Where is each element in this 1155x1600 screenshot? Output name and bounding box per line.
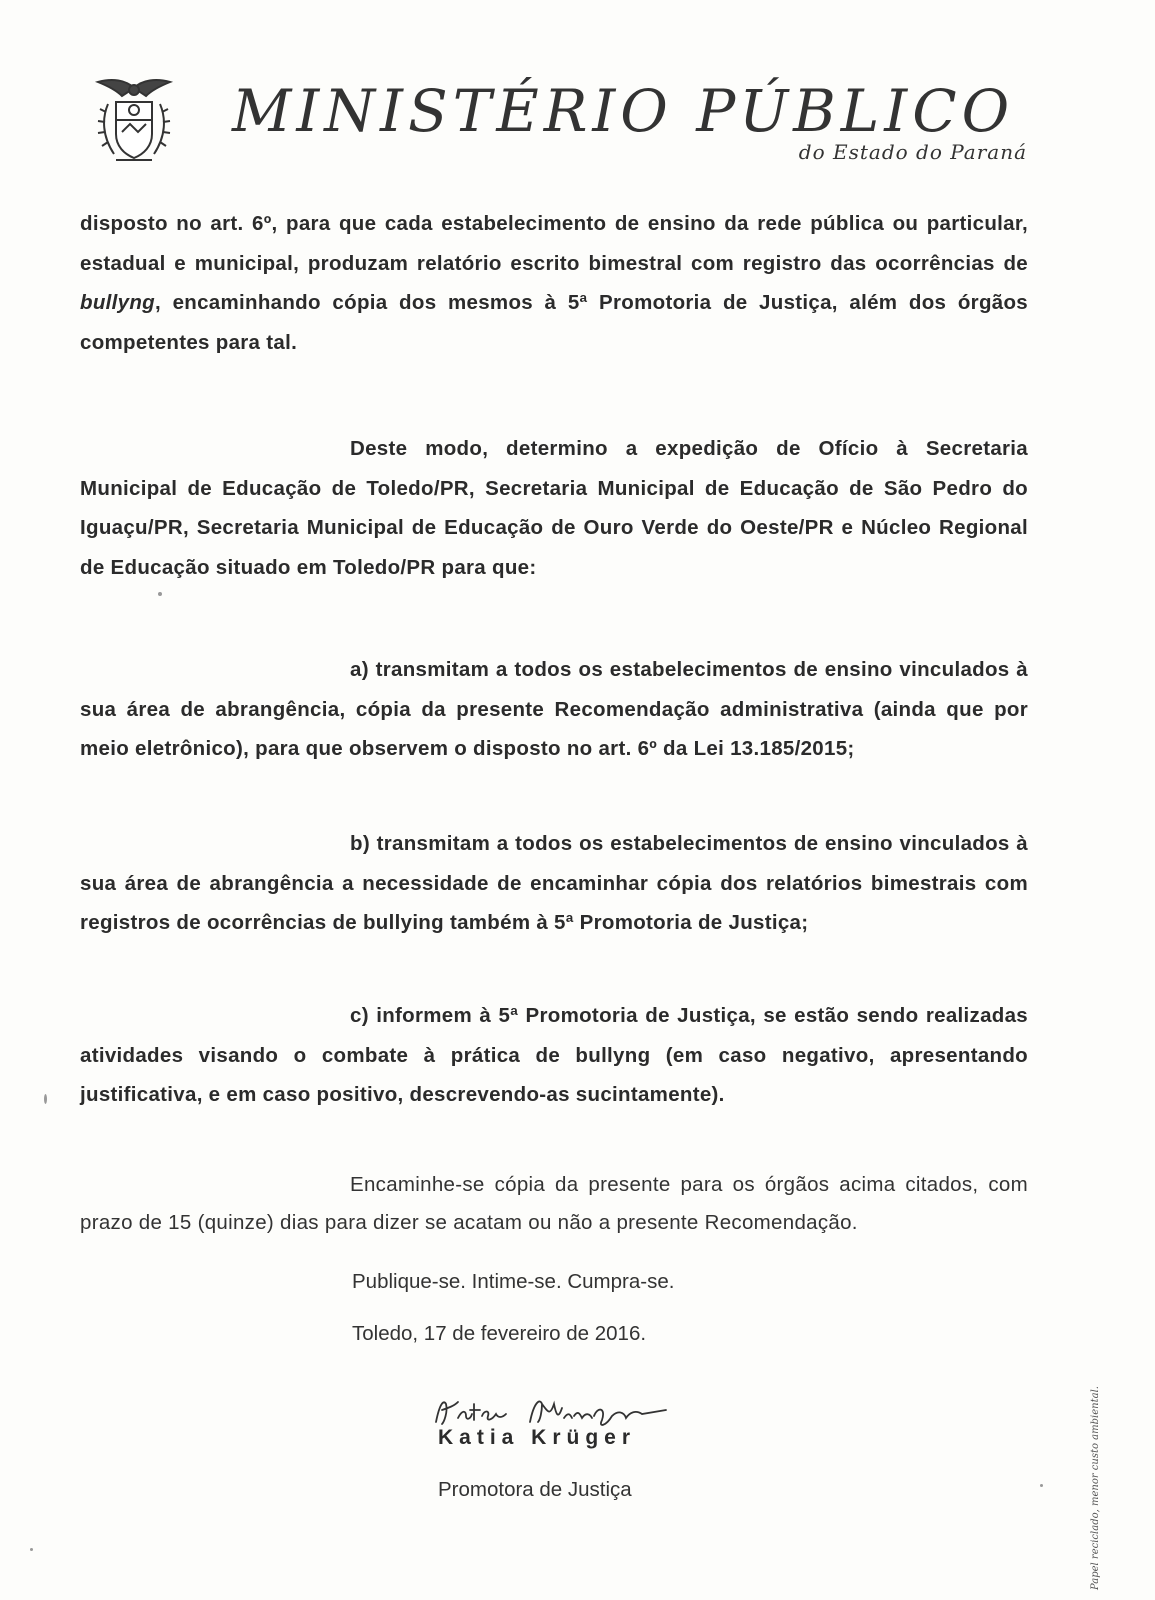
scan-speck — [30, 1548, 33, 1551]
scan-speck — [1040, 1484, 1043, 1487]
scan-speck — [158, 592, 162, 596]
paragraph-text: Encaminhe-se cópia da presente para os órgãos acima citados, com prazo de 15 (quinze) dias para dizer se acatam ou não a presente Recomendação. — [80, 1173, 1028, 1234]
paragraph-determination — [80, 429, 1028, 587]
paragraph-text: , encaminhando cópia dos mesmos à 5ª Promotoria de Justiça, além dos órgãos competentes para tal. — [80, 291, 1028, 354]
paragraph-text: disposto no art. 6º, para que cada estabelecimento de ensino da rede pública ou particular, estadual e municipal, produzam relatório escrito bimestral com registro das ocorrências de — [80, 212, 1028, 275]
list-item-text: c) informem à 5ª Promotoria de Justiça, se estão sendo realizadas atividades visando o combate à prática de bullyng (em caso negativo, apresentando justificativa, e em caso positivo, descrevendo-as sucintamente). — [80, 1004, 1028, 1106]
paragraph-closing — [80, 1166, 1028, 1242]
emphasis-text: bullyng — [80, 291, 155, 314]
institution-subtitle: do Estado do Paraná — [798, 140, 1027, 164]
signatory-name: Katia Krüger — [438, 1426, 637, 1449]
list-item-text: a) transmitam a todos os estabelecimentos de ensino vinculados à sua área de abrangência, cópia da presente Recomendação administrativa (ainda que por meio eletrônico), para que observem o disposto no art. 6º da Lei 13.185/2015; — [80, 658, 1028, 760]
publish-statement: Publique-se. Intime-se. Cumpra-se. — [352, 1270, 675, 1293]
recycled-paper-note: Papel reciclado, menor custo ambiental. — [1090, 1386, 1101, 1590]
list-item-a — [80, 650, 1028, 769]
coat-of-arms-icon — [86, 74, 182, 174]
list-item-c — [80, 996, 1028, 1115]
scan-speck — [44, 1094, 47, 1104]
list-item-text: b) transmitam a todos os estabelecimentos de ensino vinculados à sua área de abrangência a necessidade de encaminhar cópia dos relatórios bimestrais com registros de ocorrências de bullying também à 5ª Promotoria de Justiça; — [80, 832, 1028, 934]
date-line: Toledo, 17 de fevereiro de 2016. — [352, 1322, 647, 1345]
signatory-role: Promotora de Justiça — [438, 1478, 632, 1501]
institution-title: MINISTÉRIO PÚBLICO — [232, 77, 1015, 145]
paragraph-text: Deste modo, determino a expedição de Ofício à Secretaria Municipal de Educação de Toledo/PR, Secretaria Municipal de Educação de São Pedro do Iguaçu/PR, Secretaria Municipal de Educação de Ouro Verde do Oeste/PR e Núcleo Regional de Educação situado em Toledo/PR para que: — [80, 437, 1028, 579]
list-item-b — [80, 824, 1028, 943]
paragraph-continuation — [80, 204, 1028, 362]
